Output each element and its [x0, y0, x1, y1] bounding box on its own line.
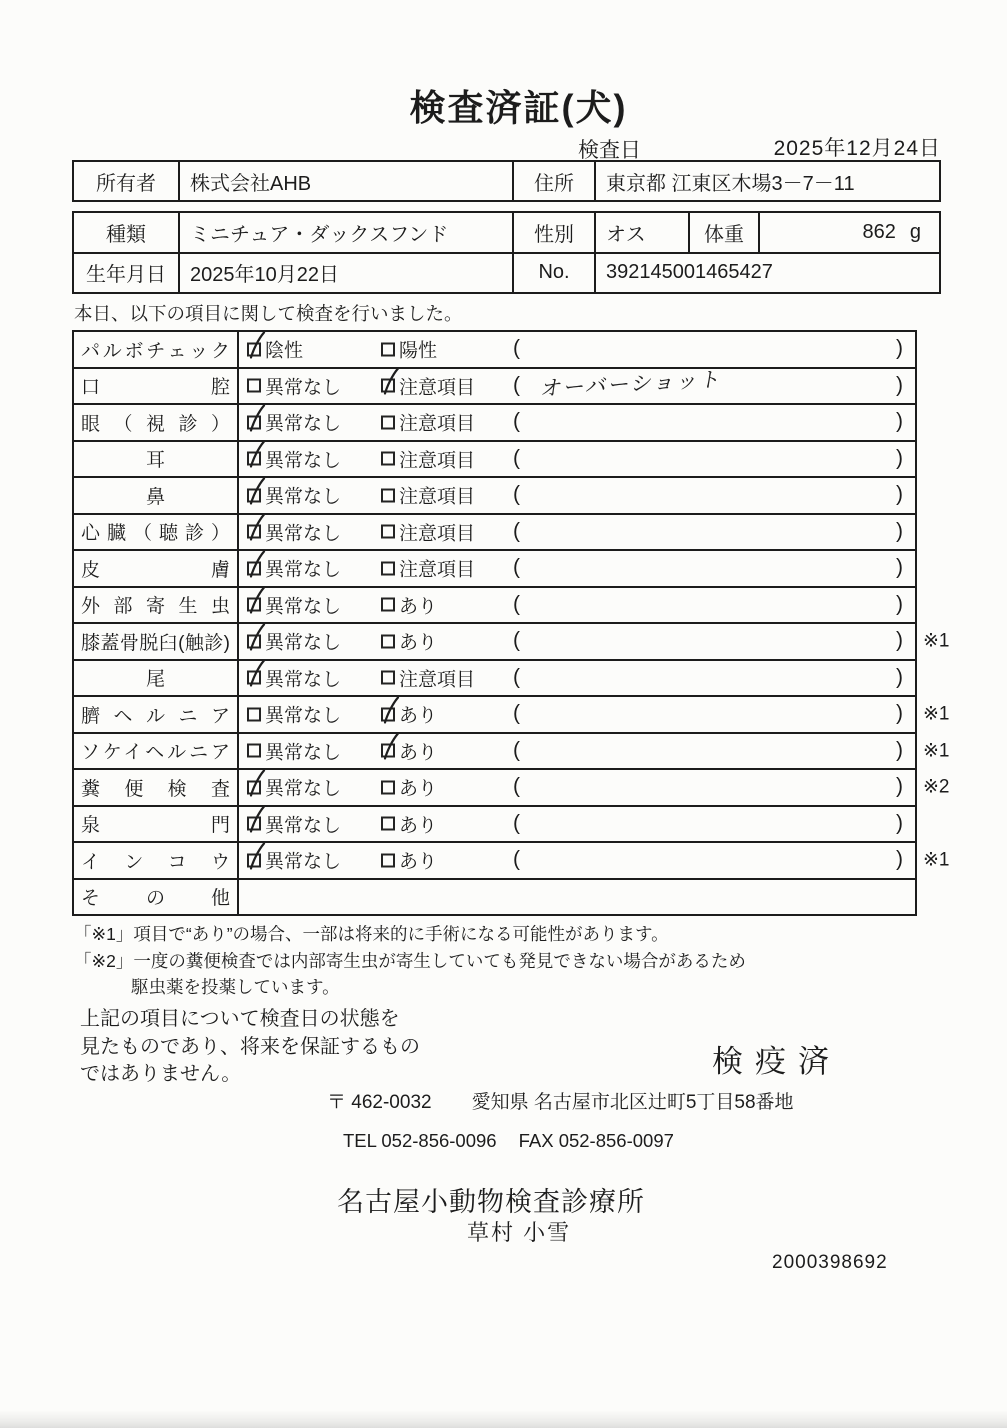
paren-close: ): [896, 409, 903, 433]
weight-unit: g: [909, 220, 921, 243]
checkbox-label: 異常なし: [265, 450, 342, 472]
check-mark-icon: [246, 659, 268, 689]
row-label: 心臓（聴診）: [81, 523, 230, 545]
paren-open: (: [513, 482, 520, 506]
row-content-cell: [239, 442, 915, 477]
table-row: [74, 661, 915, 698]
row-label-cell: [74, 843, 239, 878]
table-row: [74, 734, 950, 771]
row-content-cell: [239, 332, 915, 367]
checkbox-checked[interactable]: [247, 780, 261, 794]
paren-open: (: [513, 738, 520, 762]
checkbox-option: [381, 409, 475, 436]
checkbox-label: 陰性: [265, 340, 304, 362]
checkbox-option: [247, 445, 341, 472]
checkbox-option: [381, 701, 437, 728]
row-content-cell: [239, 369, 915, 404]
checkbox-label: 注意項目: [399, 669, 476, 691]
paren-close: ): [896, 628, 903, 652]
check-mark-icon: [246, 768, 268, 798]
checkbox-unchecked[interactable]: [381, 853, 395, 867]
checkbox-option: [247, 847, 341, 874]
row-content-cell: [239, 770, 915, 805]
row-label-cell: [74, 807, 239, 842]
row-content-cell: [239, 697, 915, 732]
address-value: 東京都 江東区木場3－7－11: [594, 162, 939, 200]
checkbox-unchecked[interactable]: [381, 634, 395, 648]
table-row: [74, 843, 950, 880]
checkbox-label: 異常なし: [265, 596, 342, 618]
checkbox-unchecked[interactable]: [381, 488, 395, 502]
weight-cell: [758, 213, 939, 252]
checkbox-option: [381, 774, 437, 801]
check-mark-icon: [380, 695, 402, 725]
paren-open: (: [513, 592, 520, 616]
pet-row-1: [74, 213, 939, 252]
footnote-mark: ※1: [923, 703, 950, 725]
paren-close: ): [896, 738, 903, 762]
checkbox-option: [247, 664, 341, 691]
paren-close: ): [896, 555, 903, 579]
checkbox-option: [381, 591, 437, 618]
row-content-cell: [239, 661, 915, 696]
footnote-mark: ※1: [923, 630, 950, 652]
handwritten-value: オーバーショット: [539, 367, 725, 401]
clinic-tel-line: [343, 1130, 674, 1152]
paren-open: (: [513, 811, 520, 835]
inspection-table: [72, 330, 950, 916]
table-row: [74, 770, 950, 807]
paren-open: (: [513, 701, 520, 725]
paren-close: ): [896, 811, 903, 835]
tel-number: TEL 052-856-0096: [343, 1130, 497, 1151]
check-mark-icon: [246, 622, 268, 652]
checkbox-option: [247, 737, 341, 764]
table-row: [74, 697, 950, 734]
serial-number: 2000398692: [772, 1252, 888, 1273]
checkbox-label: 異常なし: [265, 486, 342, 508]
checkbox-option: [247, 810, 341, 837]
checkbox-label: あり: [399, 632, 438, 654]
checkbox-option: [381, 336, 437, 363]
paren-open: (: [513, 628, 520, 652]
checkbox-checked[interactable]: [247, 598, 261, 612]
checkbox-checked[interactable]: [247, 634, 261, 648]
checkbox-option: [381, 810, 437, 837]
row-content-cell: [239, 588, 915, 623]
row-label: 糞便検査: [81, 778, 230, 800]
checkbox-label: 異常なし: [265, 705, 342, 727]
check-mark-icon: [246, 513, 268, 543]
checkbox-label: あり: [399, 815, 438, 837]
paren-open: (: [513, 665, 520, 689]
checkbox-checked[interactable]: [247, 342, 261, 356]
checkbox-label: 異常なし: [265, 778, 342, 800]
row-content-cell: [239, 734, 915, 769]
disclaimer-line3: ではありません。: [80, 1063, 242, 1085]
checkbox-checked[interactable]: [381, 379, 395, 393]
row-label: 口腔: [81, 377, 230, 399]
check-mark-icon: [246, 841, 268, 871]
table-row: [74, 588, 915, 625]
weight-label: 体重: [688, 213, 758, 252]
paren-close: ): [896, 373, 903, 397]
checkbox-unchecked[interactable]: [381, 817, 395, 831]
intro-sentence: 本日、以下の項目に関して検査を行いました。: [74, 303, 463, 324]
exam-date-label: 検査日: [578, 139, 641, 162]
owner-label: 所有者: [96, 172, 156, 195]
footnote-mark: ※1: [923, 740, 950, 762]
checkbox-label: 注意項目: [399, 413, 476, 435]
paren-open: (: [513, 409, 520, 433]
checkbox-option: [247, 372, 341, 399]
row-label-cell: [74, 442, 239, 477]
row-label: 臍ヘルニア: [81, 705, 230, 727]
checkbox-option: [247, 482, 341, 509]
row-content-cell: [239, 880, 915, 915]
checkbox-checked[interactable]: [381, 707, 395, 721]
check-mark-icon: [246, 805, 268, 835]
pet-table: [72, 211, 941, 294]
checkbox-unchecked[interactable]: [381, 780, 395, 794]
row-label-cell: [74, 369, 239, 404]
row-label-cell: [74, 478, 239, 513]
checkbox-option: [247, 628, 341, 655]
sex-value: オス: [594, 213, 688, 252]
checkbox-label: 異常なし: [265, 851, 342, 873]
fax-number: FAX 052-856-0097: [518, 1130, 674, 1151]
paren-open: (: [513, 555, 520, 579]
row-content-cell: [239, 624, 915, 659]
checkbox-option: [381, 737, 437, 764]
checkbox-label: 異常なし: [265, 413, 342, 435]
checkbox-label: 異常なし: [265, 559, 342, 581]
row-label-cell: [74, 734, 239, 769]
check-mark-icon: [246, 549, 268, 579]
no-value: 392145001465427: [594, 254, 939, 293]
table-row: [74, 624, 950, 661]
row-label-cell: [74, 661, 239, 696]
paren-open: (: [513, 446, 520, 470]
row-label-cell: [74, 405, 239, 440]
owner-value: 株式会社AHB: [178, 162, 512, 200]
clinic-name: 名古屋小動物検査診療所: [337, 1187, 645, 1217]
paren-close: ): [896, 774, 903, 798]
row-label: 鼻: [145, 486, 165, 508]
checkbox-unchecked[interactable]: [381, 561, 395, 575]
checkbox-label: 注意項目: [399, 377, 476, 399]
table-row: [74, 551, 915, 588]
row-label-cell: [74, 770, 239, 805]
checkbox-unchecked[interactable]: [381, 598, 395, 612]
paren-close: ): [896, 446, 903, 470]
paren-close: ): [896, 701, 903, 725]
footnote-mark: ※1: [923, 849, 950, 871]
paren-close: ): [896, 592, 903, 616]
checkbox-unchecked[interactable]: [381, 671, 395, 685]
table-row: [74, 442, 915, 479]
checkbox-option: [247, 774, 341, 801]
clinic-postal-line: [327, 1087, 794, 1114]
no-label: No.: [512, 254, 594, 293]
checkbox-label: 陽性: [399, 340, 438, 362]
checkbox-option: [381, 664, 475, 691]
table-row: [74, 478, 915, 515]
check-mark-icon: [246, 440, 268, 470]
paren-open: (: [513, 373, 520, 397]
check-mark-icon: [246, 586, 268, 616]
row-label: 尾: [145, 669, 165, 691]
footnote-mark: ※2: [923, 776, 950, 798]
checkbox-label: 異常なし: [265, 815, 342, 837]
checkbox-checked[interactable]: [247, 415, 261, 429]
row-label: 外部寄生虫: [81, 596, 230, 618]
check-mark-icon: [246, 330, 268, 360]
checkbox-checked[interactable]: [247, 488, 261, 502]
checkbox-option: [247, 336, 303, 363]
checkbox-unchecked[interactable]: [247, 379, 261, 393]
check-mark-icon: [380, 367, 402, 397]
paren-close: ): [896, 336, 903, 360]
paren-open: (: [513, 847, 520, 871]
paren-close: ): [896, 847, 903, 871]
checkbox-checked[interactable]: [247, 452, 261, 466]
row-content-cell: [239, 551, 915, 586]
paren-close: ): [896, 482, 903, 506]
row-label: インコウ: [81, 851, 230, 873]
table-row: [74, 405, 915, 442]
birthdate-label: 生年月日: [86, 264, 166, 287]
checkbox-checked[interactable]: [247, 853, 261, 867]
checkbox-label: 異常なし: [265, 523, 342, 545]
row-content-cell: [239, 405, 915, 440]
table-row: [74, 807, 915, 844]
row-label-cell: [74, 551, 239, 586]
row-content-cell: [239, 843, 915, 878]
table-row: [74, 515, 915, 552]
paren-open: (: [513, 774, 520, 798]
row-label-cell: [74, 332, 239, 367]
row-label-cell: [74, 697, 239, 732]
row-label: 耳: [145, 450, 165, 472]
checkbox-label: あり: [399, 705, 438, 727]
checkbox-option: [247, 591, 341, 618]
sex-label: 性別: [512, 213, 594, 252]
checkbox-option: [247, 409, 341, 436]
postal-code: 〒 462-0032: [327, 1092, 432, 1113]
checkbox-option: [381, 555, 475, 582]
row-content-cell: [239, 515, 915, 550]
breed-value: ミニチュア・ダックスフンド: [178, 213, 512, 252]
checkbox-option: [381, 518, 475, 545]
row-label: ソケイヘルニア: [81, 742, 230, 764]
disclaimer-line2: 見たものであり、将来を保証するもの: [80, 1036, 420, 1058]
row-label-cell: [74, 515, 239, 550]
checkbox-checked[interactable]: [247, 817, 261, 831]
checkbox-unchecked[interactable]: [247, 744, 261, 758]
checkbox-label: 異常なし: [265, 742, 342, 764]
checkbox-unchecked[interactable]: [381, 525, 395, 539]
row-label: 泉門: [81, 815, 230, 837]
exam-date-value: 2025年12月24日: [773, 137, 941, 160]
checkbox-label: あり: [399, 742, 438, 764]
row-content-cell: [239, 478, 915, 513]
disclaimer-line1: 上記の項目について検査日の状態を: [80, 1008, 400, 1030]
checkbox-unchecked[interactable]: [381, 342, 395, 356]
row-label: 膝蓋骨脱臼(触診): [81, 632, 230, 654]
checkbox-label: 注意項目: [399, 523, 476, 545]
check-mark-icon: [246, 476, 268, 506]
footnote-2-line1: 「※2」一度の糞便検査では内部寄生虫が寄生していても発見できない場合があるため: [74, 951, 746, 971]
paren-open: (: [513, 519, 520, 543]
row-label: 皮膚: [81, 559, 230, 581]
checkbox-label: 異常なし: [265, 377, 342, 399]
checkbox-option: [381, 445, 475, 472]
check-mark-icon: [246, 403, 268, 433]
breed-label: 種類: [106, 223, 146, 246]
check-mark-icon: [380, 732, 402, 762]
checkbox-option: [247, 701, 341, 728]
scan-artifact-band: [0, 1410, 1007, 1428]
address-label: 住所: [512, 162, 594, 200]
checkbox-label: あり: [399, 596, 438, 618]
checkbox-label: あり: [399, 778, 438, 800]
checkbox-unchecked[interactable]: [247, 707, 261, 721]
table-row: [74, 369, 915, 406]
checkbox-option: [247, 555, 341, 582]
footnote-1: 「※1」項目で“あり”の場合、一部は将来的に手術になる可能性があります。: [74, 924, 669, 944]
row-label-cell: [74, 624, 239, 659]
table-row: [74, 880, 915, 915]
veterinarian-name: 草村 小雪: [467, 1220, 572, 1245]
checkbox-option: [247, 518, 341, 545]
checkbox-option: [381, 482, 475, 509]
row-label-cell: [74, 588, 239, 623]
checkbox-label: 注意項目: [399, 450, 476, 472]
checkbox-checked[interactable]: [247, 561, 261, 575]
birthdate-value: 2025年10月22日: [178, 254, 512, 293]
row-label: パルボチェック: [81, 340, 230, 362]
weight-value: 862: [862, 220, 896, 243]
owner-table: [72, 160, 941, 202]
row-content-cell: [239, 807, 915, 842]
checkbox-label: 異常なし: [265, 669, 342, 691]
row-label: 眼（視診）: [81, 413, 230, 435]
paren-close: ): [896, 665, 903, 689]
checkbox-option: [381, 372, 475, 399]
owner-row: [74, 162, 939, 200]
checkbox-label: 注意項目: [399, 486, 476, 508]
checkbox-checked[interactable]: [247, 525, 261, 539]
row-label: その他: [81, 888, 230, 910]
paren-close: ): [896, 519, 903, 543]
checkbox-checked[interactable]: [247, 671, 261, 685]
checkbox-option: [381, 628, 437, 655]
row-label-cell: [74, 880, 239, 915]
checkbox-unchecked[interactable]: [381, 415, 395, 429]
checkbox-label: 注意項目: [399, 559, 476, 581]
pet-row-2: [74, 252, 939, 293]
page-title: 検査済証(犬): [409, 87, 628, 128]
checkbox-label: あり: [399, 851, 438, 873]
checkbox-label: 異常なし: [265, 632, 342, 654]
quarantine-stamp: 検疫済: [712, 1044, 841, 1079]
paren-open: (: [513, 336, 520, 360]
table-row: [74, 332, 915, 369]
checkbox-unchecked[interactable]: [381, 452, 395, 466]
clinic-address: 愛知県 名古屋市北区辻町5丁目58番地: [471, 1092, 794, 1113]
footnote-2-line2: 駆虫薬を投薬しています。: [131, 977, 340, 997]
checkbox-option: [381, 847, 437, 874]
checkbox-checked[interactable]: [381, 744, 395, 758]
